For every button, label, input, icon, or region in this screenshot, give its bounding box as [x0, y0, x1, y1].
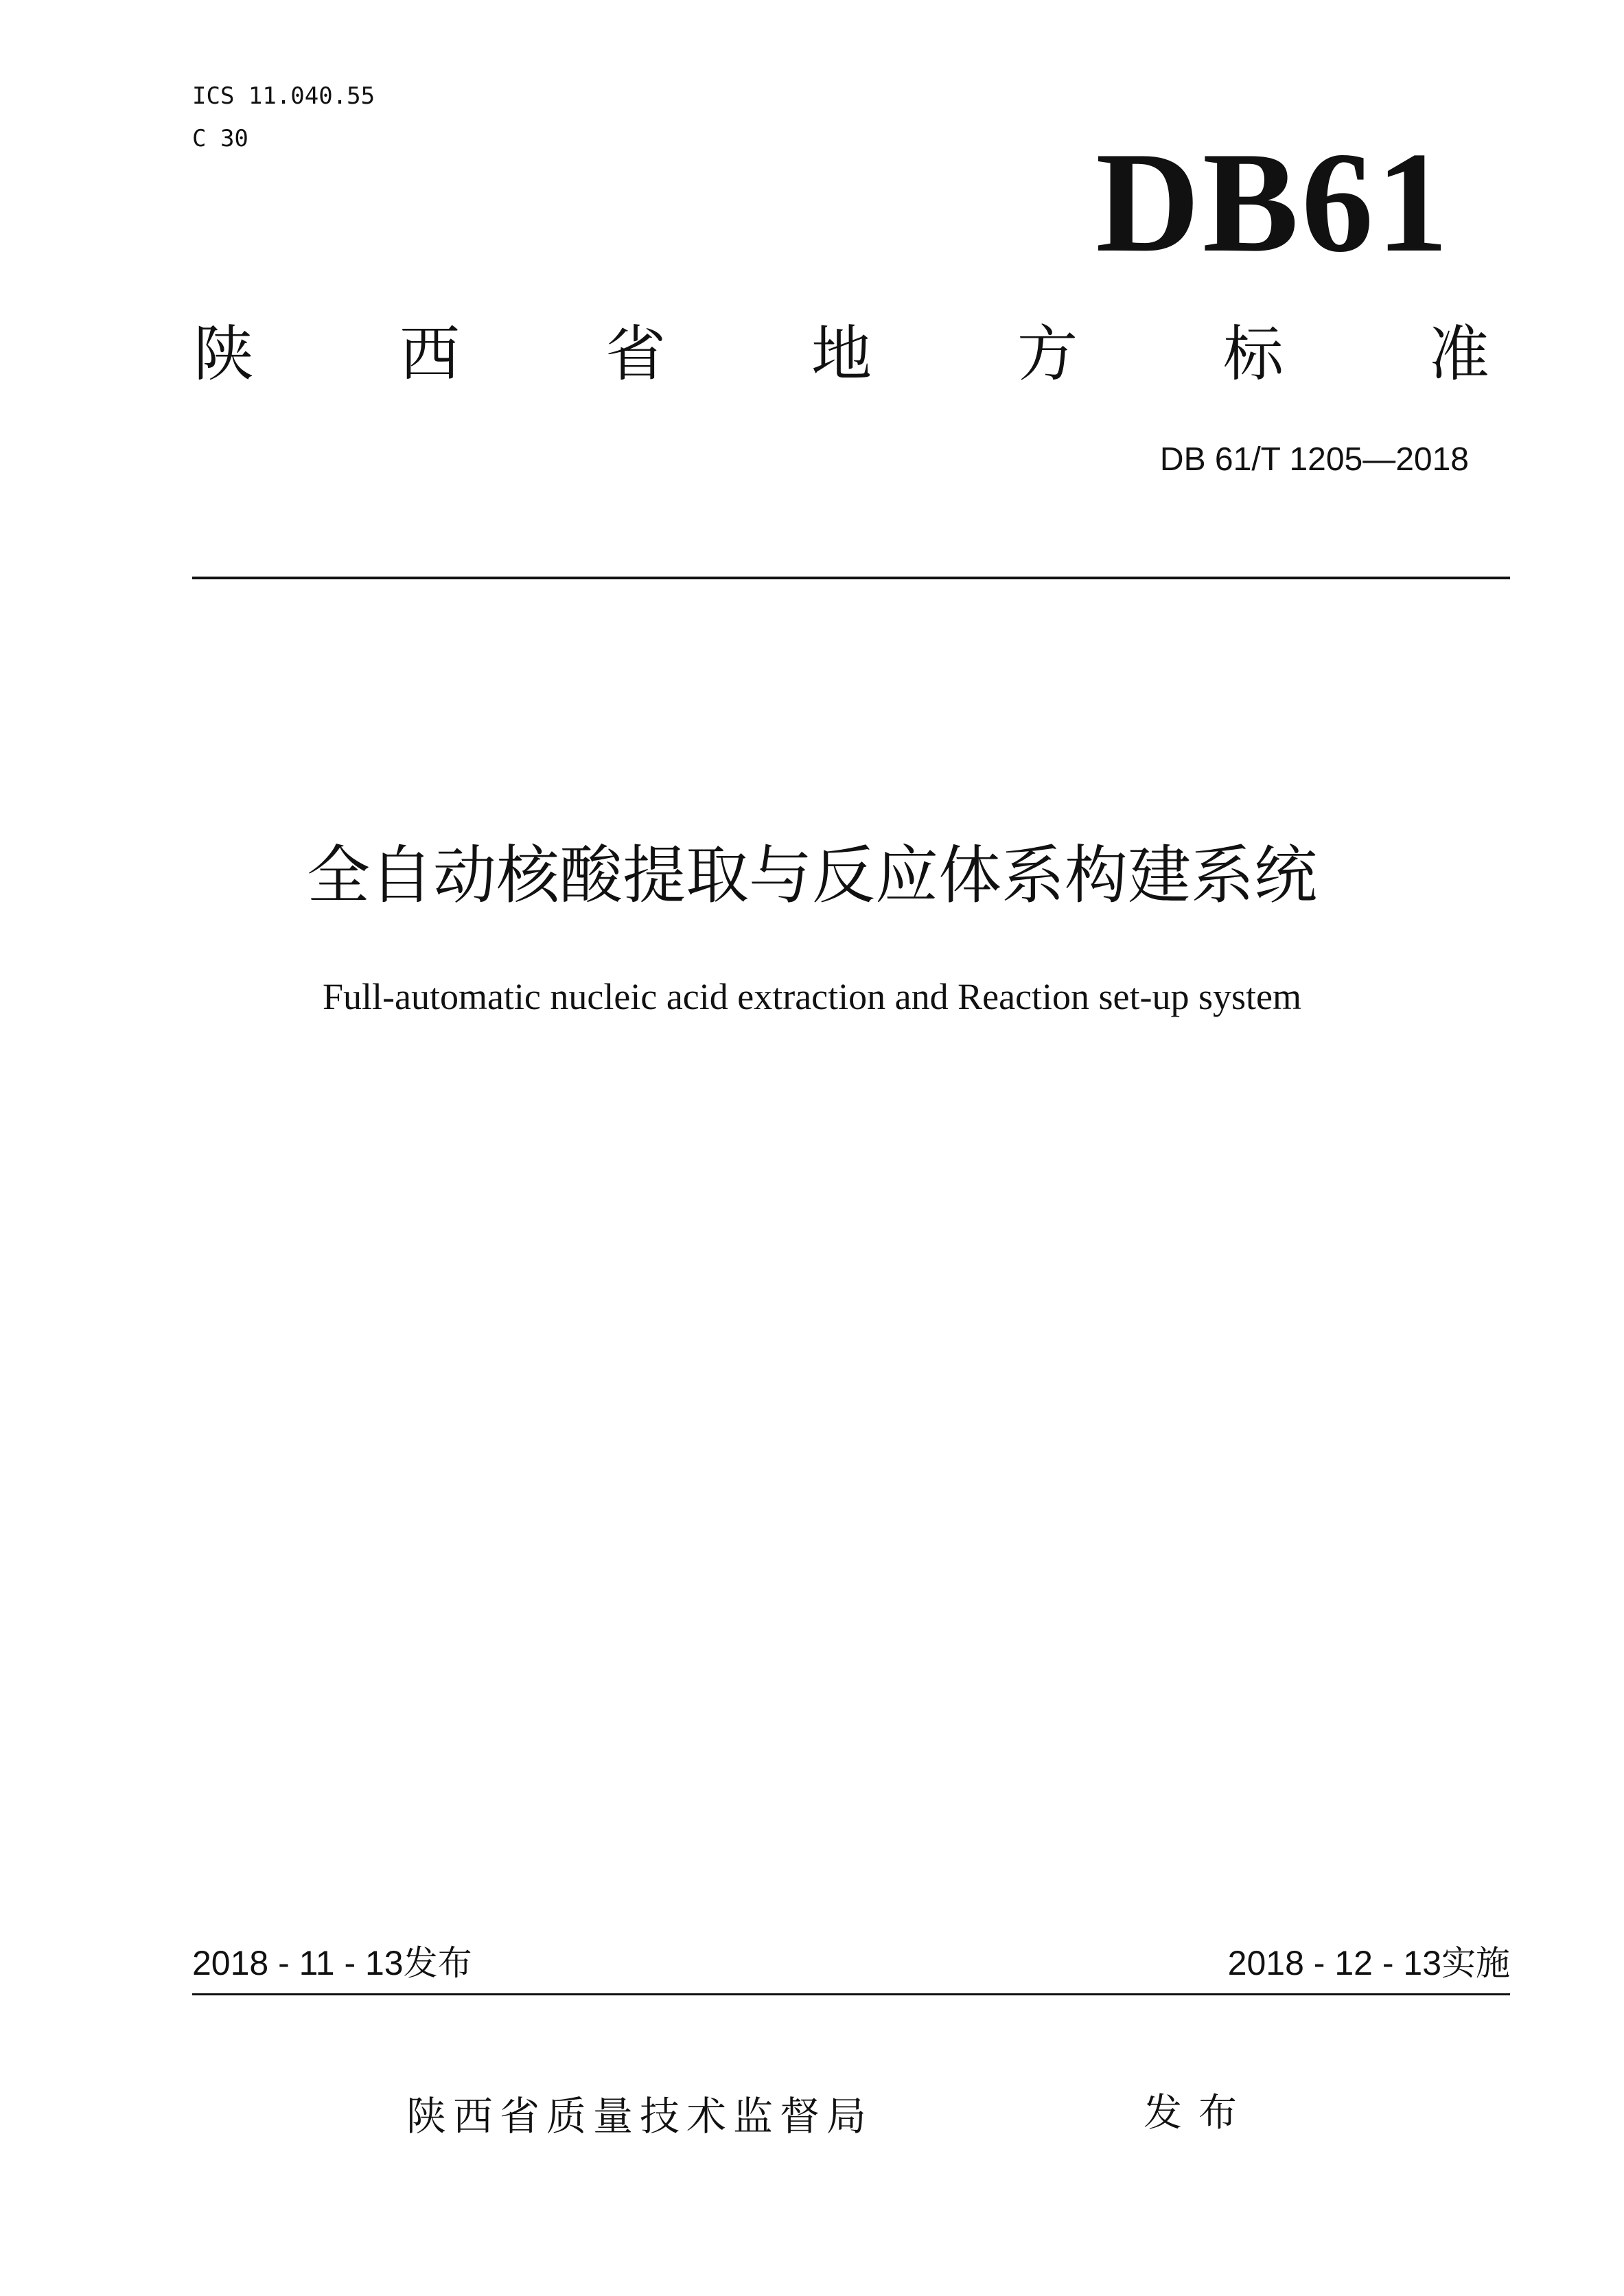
standard-type-char: 标	[1222, 318, 1284, 389]
standard-type-char: 西	[399, 318, 460, 389]
standard-prefix-code: DB61	[1095, 123, 1451, 282]
document-title-english: Full-automatic nucleic acid extraction and Reaction set-up system	[322, 976, 1302, 1017]
top-divider	[192, 577, 1510, 579]
standard-type-char: 方	[1017, 318, 1078, 389]
implementation-date	[1228, 1943, 1510, 1984]
standard-type-char: 地	[811, 318, 872, 389]
issue-date-suffix: 发布	[403, 1943, 472, 1983]
implementation-date-value: 2018 - 12 - 13	[1227, 1944, 1441, 1982]
issue-date-value: 2018 - 11 - 13	[192, 1944, 404, 1982]
ccs-code: C 30	[192, 125, 248, 152]
standard-type-char: 准	[1428, 318, 1489, 389]
standard-type-char: 陕	[194, 318, 255, 389]
publish-label: 发布	[1144, 2091, 1253, 2135]
implementation-date-suffix: 实施	[1441, 1943, 1510, 1983]
bottom-divider	[192, 1993, 1510, 1995]
ics-code: ICS 11.040.55	[192, 82, 375, 110]
issue-date	[192, 1943, 472, 1984]
document-title-chinese: 全自动核酸提取与反应体系构建系统	[306, 839, 1317, 912]
standard-type-char: 省	[605, 318, 666, 389]
standard-type-heading	[194, 320, 1489, 389]
publisher-name: 陕西省质量技术监督局	[406, 2093, 874, 2140]
standard-number: DB 61/T 1205—2018	[1159, 441, 1469, 478]
